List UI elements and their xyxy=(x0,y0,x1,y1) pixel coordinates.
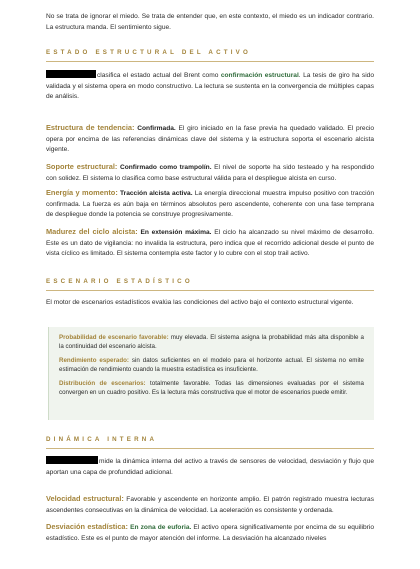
item-text: El activo opera significativamente por encima de su equilibrio estadístico. Este es el punto de mayor atención del informe. La desviación ha alcanzado niveles xyxy=(46,524,374,542)
escenario-lead: El motor de escenarios estadísticos evalúa las condiciones del activo bajo el contexto estructural vigente. xyxy=(46,299,354,306)
escenario-summary-box xyxy=(48,327,374,420)
dinamica-item-desviacion xyxy=(46,522,374,544)
estado-item-energia xyxy=(46,188,374,221)
redacted-name xyxy=(46,456,98,464)
item-value: En extensión máxima. xyxy=(140,229,212,236)
estado-item-soporte xyxy=(46,162,374,184)
dinamica-lead: mide la dinámica interna del activo a través de sensores de velocidad, desviación y flujo que aportan una capa de profundidad adicional. xyxy=(46,458,374,476)
section-divider xyxy=(46,61,374,62)
section-divider xyxy=(46,290,374,291)
item-text: El ciclo ha alcanzado su nivel máximo de desarrollo. Este es un dato de vigilancia: no invalida la estructura, pero indica que el recorrido adicional desde el punto de vista cíclico es limitado. El sistema contempla este factor y lo cubre con el stop trail activo. xyxy=(46,229,374,257)
item-label: Estructura de tendencia: xyxy=(46,123,135,132)
section-divider xyxy=(46,448,374,449)
item-value: Tracción alcista activa. xyxy=(119,190,193,197)
section-title-dinamica: DINÁMICA INTERNA xyxy=(46,436,158,443)
box-item-probabilidad: Probabilidad de escenario favorable: muy elevada. El sistema asigna la probabilidad más alta disponible a la continuidad del escenario alcista. xyxy=(59,334,364,351)
highlight-confirmacion: confirmación estructural xyxy=(220,72,299,79)
estado-lead: clasifica el estado actual del Brent como confirmación estructural. La tesis de giro ha sido validada y el sistema opera en modo constructivo. La lectura se sustenta en la convergencia de múltiples capas de análisis. xyxy=(46,72,374,100)
estado-item-madurez xyxy=(46,227,374,260)
estado-item-estructura xyxy=(46,123,374,156)
item-text: El giro iniciado en la fase previa ha quedado validado. El precio opera por encima de las referencias dinámicas clave del sistema y la estructura soporta el escenario alcista vigente. xyxy=(46,125,375,153)
dinamica-item-velocidad xyxy=(46,494,374,516)
item-label: Energía y momento: xyxy=(46,188,118,197)
item-text: El nivel de soporte ha sido testeado y ha respondido con solidez. El sistema lo clasifica como base estructural válida para el despliegue alcista en curso. xyxy=(46,164,374,182)
box-item-distribucion: Distribución de escenarios: totalmente favorable. Todas las dimensiones evaluadas por el sistema convergen en un cuadro positivo. Es la lectura más constructiva que el motor de escenarios puede emitir. xyxy=(59,379,364,397)
item-value: Confirmada. xyxy=(137,125,176,132)
box-item-rendimiento: Rendimiento esperado: sin datos suficientes en el modelo para el horizonte actual. El sistema no emite estimación de rendimiento cuando la muestra estadística es insuficiente. xyxy=(59,356,364,374)
item-text: Favorable y ascendente en horizonte amplio. El patrón registrado muestra lecturas ascendentes consecutivas en la dinámica de velocidad. La aceleración es consistente y ordenada. xyxy=(46,496,374,514)
item-label: Velocidad estructural: xyxy=(46,494,124,503)
item-label: Madurez del ciclo alcista: xyxy=(46,227,138,236)
section-title-escenario: ESCENARIO ESTADÍSTICO xyxy=(46,278,193,285)
item-label: Desviación estadística: xyxy=(46,522,129,531)
intro-paragraph: No se trata de ignorar el miedo. Se trata de entender que, en este contexto, el miedo es un indicador contrario. La estructura manda. El sentimiento sigue. xyxy=(46,13,374,31)
item-label: Soporte estructural: xyxy=(46,162,118,171)
section-title-estado: ESTADO ESTRUCTURAL DEL ACTIVO xyxy=(46,49,251,56)
item-value: En zona de euforia. xyxy=(130,524,192,531)
redacted-name xyxy=(46,70,96,78)
item-text: La energía direccional muestra impulso positivo con tracción confirmada. La fuerza es aún baja en términos absolutos pero ascendente, coherente con una fase temprana de despliegue donde la potencia se construye progresivamente. xyxy=(46,190,374,218)
item-value: Confirmado como trampolín. xyxy=(119,164,212,171)
